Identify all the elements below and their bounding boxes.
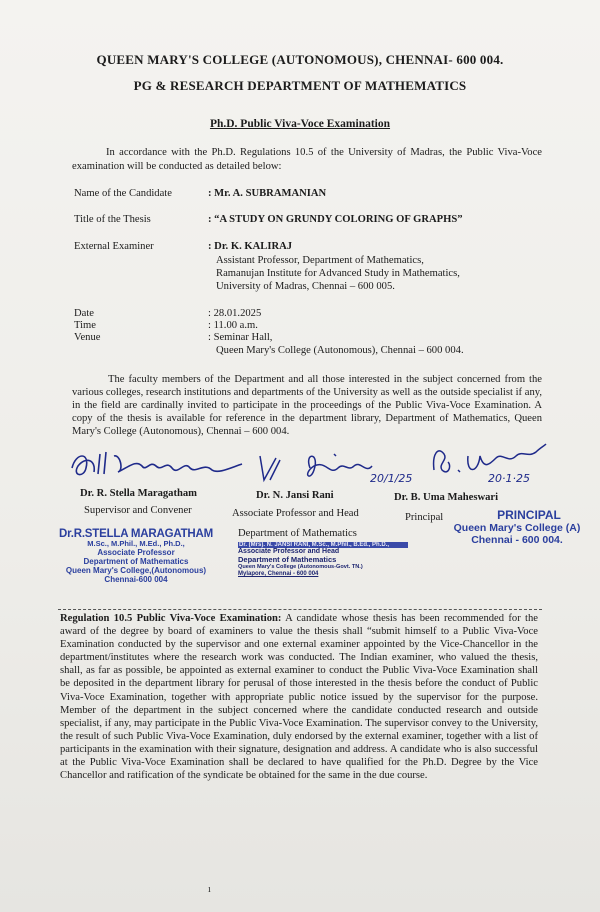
signatory-jansi-role2: Department of Mathematics bbox=[238, 528, 357, 539]
stamp-jansi-line3: Department of Mathematics bbox=[238, 555, 337, 564]
signatory-uma-name: Dr. B. Uma Maheswari bbox=[394, 492, 499, 503]
stamp-jansi bbox=[238, 542, 408, 578]
examiner-name: : Dr. K. KALIRAJ bbox=[208, 241, 293, 252]
signature-uma-maheswari bbox=[428, 440, 548, 486]
venue-address: Queen Mary's College (Autonomous), Chennai – 600 004. bbox=[216, 345, 464, 356]
stamp-jansi-line5: Mylapore, Chennai - 600 004 bbox=[238, 571, 319, 577]
venue-value: : Seminar Hall, bbox=[208, 332, 273, 343]
examiner-label: External Examiner bbox=[74, 241, 154, 252]
regulation-paragraph bbox=[60, 612, 538, 782]
signatory-uma-role: Principal bbox=[405, 512, 444, 523]
stamp-principal-line3: Chennai - 600 004. bbox=[471, 534, 563, 546]
date-value: : 28.01.2025 bbox=[208, 308, 262, 319]
signatory-jansi-role1: Associate Professor and Head bbox=[232, 508, 359, 519]
page-mark: ı bbox=[208, 884, 211, 895]
stamp-stella-line6: Chennai-600 004 bbox=[104, 575, 168, 584]
thesis-value: : “A STUDY ON GRUNDY COLORING OF GRAPHS” bbox=[208, 214, 463, 225]
notice-title: Ph.D. Public Viva-Voce Examination bbox=[209, 118, 391, 130]
regulation-heading: Regulation 10.5 Public Viva-Voce Examination: bbox=[60, 613, 282, 624]
examiner-institute: Ramanujan Institute for Advanced Study in Mathematics, bbox=[216, 268, 460, 279]
venue-label: Venue bbox=[74, 332, 101, 343]
examiner-university: University of Madras, Chennai – 600 005. bbox=[216, 281, 395, 292]
regulation-body: A candidate whose thesis has been recommended for the award of the degree by board of examiners to value the thesis shall “submit himself to a Public Viva-Voce Examination conducted by the supervisor and one external examiner appointed by the Vice-Chancellor in the department/institutes where the research work was conducted. The Indian examiner, who valued the thesis, shall, as far as possible, be appointed as external examiner to conduct the Public Viva-Voce Examination shall be deposited in the department library for perusal of those interested in the thesis before the conduct of Public Viva-Voce Examination, together with appropriate public notice issued by the supervisor for the purpose. Member of the department in the subject concerned where the candidate conducted research and outside specialist, if any, may participate in the Public Viva-Voce Examination. The supervisor convey to the University, the result of such Public Viva-Voce Examination, duly endorsed by the external examiner, together with a list of participants in the examination with their signature, designation and address. A candidate who is also successful at the Public Viva-Voce Examination shall be declared to have qualified for the Ph.D. Degree by the Vice Chancellor and ratification of the syndicate be obtained for the same in the due course. bbox=[60, 613, 538, 782]
signature-jansi-rani bbox=[250, 448, 420, 488]
stamp-jansi-line4: Queen Mary's College (Autonomous-Govt. TN.) bbox=[238, 564, 363, 570]
date-label: Date bbox=[74, 308, 94, 319]
intro-paragraph: In accordance with the Ph.D. Regulations 10.5 of the University of Madras, the Public Viva-Voce examination will be conducted as detailed below: bbox=[72, 147, 542, 172]
stamp-stella-line5: Queen Mary's College,(Autonomous) bbox=[65, 566, 207, 575]
college-name: QUEEN MARY'S COLLEGE (AUTONOMOUS), CHENNAI- 600 004. bbox=[96, 52, 504, 67]
candidate-value: : Mr. A. SUBRAMANIAN bbox=[208, 188, 327, 199]
stamp-principal-line2: Queen Mary's College (A) bbox=[453, 522, 581, 534]
time-label: Time bbox=[74, 320, 96, 331]
department-name: PG & RESEARCH DEPARTMENT OF MATHEMATICS bbox=[133, 78, 467, 93]
signatory-stella-name: Dr. R. Stella Maragatham bbox=[80, 488, 198, 499]
candidate-label: Name of the Candidate bbox=[74, 188, 172, 199]
sign-date-uma: 20·1·25 bbox=[488, 472, 530, 485]
stamp-stella-line2: M.Sc., M.Phil., M.Ed., Ph.D., bbox=[87, 539, 185, 548]
stamp-stella-line3: Associate Professor bbox=[97, 548, 175, 557]
sign-date-jansi: 20/1/25 bbox=[370, 472, 413, 485]
examiner-designation: Assistant Professor, Department of Mathematics, bbox=[216, 255, 424, 266]
time-value: : 11.00 a.m. bbox=[208, 320, 258, 331]
invitation-paragraph: The faculty members of the Department and all those interested in the subject concerned from the various colleges, research institutions and departments of the University as well as the outside specialist if any, in the field are cardinally invited to participate in the proceedings of the Public Viva-Voce Examination. A copy of the thesis is available for reference in the department library, Department of Mathematics, Queen Mary's College (Autonomous), Chennai – 600 004. bbox=[72, 374, 542, 437]
stamp-jansi-line2: Associate Professor and Head bbox=[238, 548, 340, 555]
stamp-stella bbox=[56, 528, 216, 584]
stamp-stella-line4: Department of Mathematics bbox=[83, 557, 189, 566]
stamp-stella-line1: Dr.R.STELLA MARAGATHAM bbox=[58, 528, 214, 540]
signatory-jansi-name: Dr. N. Jansi Rani bbox=[256, 490, 334, 501]
stamp-principal bbox=[442, 508, 592, 546]
stamp-jansi-line1: Dr. (Mrs). N. JANSI RANI, M.Sc., M.Phil., B.Ed., Ph.D., bbox=[238, 542, 408, 548]
signature-stella bbox=[66, 446, 246, 486]
signatory-stella-role: Supervisor and Convener bbox=[84, 505, 192, 516]
stamp-principal-line1: PRINCIPAL bbox=[497, 508, 561, 522]
thesis-label: Title of the Thesis bbox=[74, 214, 151, 225]
separator-line bbox=[58, 609, 542, 610]
